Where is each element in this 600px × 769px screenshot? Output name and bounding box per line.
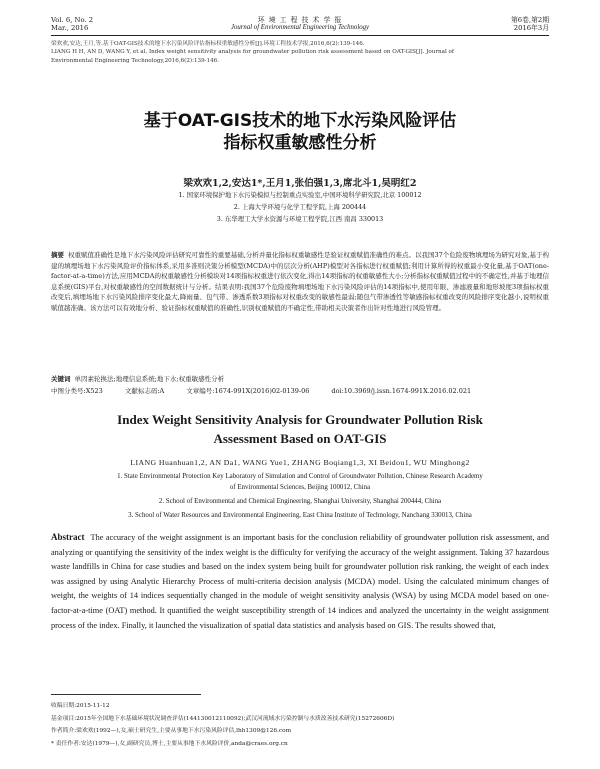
clc-number: 中图分类号:X523: [51, 387, 103, 395]
title-en-line1: Index Weight Sensitivity Analysis for Groundwater Pollution Risk: [117, 412, 483, 427]
footnotes: [51, 700, 551, 751]
journal-name-en: Journal of Environmental Engineering Technology: [230, 24, 370, 31]
affiliation-cn-2: 2. 上海大学环境与化学工程学院,上海 200444: [233, 203, 367, 211]
document-code: 文献标志码:A: [124, 387, 165, 395]
issue-date-cn: 2016年3月: [513, 24, 549, 32]
affiliation-en-3: 3. School of Water Resources and Environmental Engineering, East China Institute of Technology, Nanchang 330013, China: [128, 512, 472, 519]
issue-info: [400, 16, 549, 32]
citation-en-line2: Environmental Engineering Technology,2016,6(2):139-146.: [51, 57, 219, 64]
article-number: 文章编号:1674-991X(2016)02-0139-06: [186, 387, 310, 395]
issue-date-en: Mar., 2016: [51, 24, 89, 32]
title-en: [0, 410, 600, 448]
abstract-cn: [51, 250, 549, 314]
citation-block: [51, 40, 551, 65]
abstract-en-text: The accuracy of the weight assignment is an important basis for the conclusion reliability of groundwater pollution risk assessment, and analyzing or quantifying the sensitivity of the index weight is the difficulty for verifying the accuracy of the weight assignment. Taking 37 hazardous waste landfills in China for case studies and based on the index system being built for groundwater pollution risk ranking, the weight of each index was assigned by using Analytic Hierarchy Process of multi-criteria decision analysis (MCDA) model. Using the calculated minimum changes of weight, the weights of 14 indices sequentially changed in the module of weight sensitivity analysis (WSA) by using MCDA model based on one-factor-at-a-time (OAT) method. It quantified the weight susceptibility strength of 14 indices and analyzed the uncertainty in the weight assignment process of the index. Finally, it launched the visualization of spatial data statistics and analysis based on GIS. The results showed that,: [51, 533, 549, 630]
doi: doi:10.3969/j.issn.1674-991X.2016.02.021: [331, 387, 472, 395]
classification-row: [51, 387, 549, 396]
affiliation-en-1b: of Environmental Sciences, Beijing 100012, China: [229, 484, 371, 491]
title-cn-line2: 指标权重敏感性分析: [223, 133, 377, 153]
title-en-line2: Assessment Based on OAT-GIS: [213, 431, 387, 446]
title-cn-line1: 基于OAT-GIS技术的地下水污染风险评估: [143, 111, 457, 131]
footnote-received: 收稿日期:2015-11-12: [51, 703, 110, 709]
authors-en: LIANG Huanhuan1,2, AN Da1, WANG Yue1, ZHANG Boqiang1,3, XI Beidou1, WU Minghong2: [130, 458, 470, 467]
authors-cn: 梁欢欢1,2,安达1*,王月1,张伯强1,3,席北斗1,吴明红2: [183, 178, 417, 189]
journal-name-cn: 环 境 工 程 技 术 学 报: [257, 16, 343, 24]
keywords-cn-text: 单因素轮换法;地理信息系统;地下水;权重敏感性分析: [74, 375, 225, 383]
affiliation-en-2: 2. School of Environmental and Chemical Engineering, Shanghai University, Shanghai 200444, China: [158, 498, 442, 505]
citation-en-line1: LIANG H H, AN D, WANG Y, et al. Index weight sensitivity analysis for groundwater pollution risk assessment based on OAT-GIS[J]. Journal of: [51, 49, 454, 56]
footnote-corresponding: * 责任作者:安达(1979—),女,副研究员,博士,主要从事地下水风险评价,anda@craes.org.cn: [51, 741, 288, 748]
title-cn: [0, 110, 600, 154]
affiliation-cn-1: 1. 国家环境保护地下水污染模拟与控制重点实验室,中国环境科学研究院,北京 100012: [178, 191, 422, 199]
affiliation-cn-3: 3. 东华理工大学水资源与环境工程学院,江西 南昌 330013: [216, 215, 384, 223]
keywords-cn: [51, 375, 549, 384]
abstract-cn-text: 权重赋值准确性是地下水污染风险评估研究可靠性的重要基础,分析并量化指标权重敏感性是验证权重赋值准确性的难点。以我国37个危险废物填埋场为研究对象,基于构建的填埋场地下水污染风险评价指标体系,采用多准则决策分析模型(MCDA)中的层次分析(AHP)模型对各指标进行权重赋值;利用计算所得的权重最小变化量,基于OAT(one-factor-at-a-time)方法,应用MCDA的权重敏感性分析模块对14项指标权重进行依次变化,得出14项指标的权重敏感性大小;分析指标权重赋值过程中的不确定性,并基于地理信息系统(GIS)平台,对权重敏感性的空间数据统计与分析。结果表明:我国37个危险废物填埋场地下水污染风险评估的14项指标中,使用年限、渗滤液量和地形坡度3项指标权重改变后,填埋场地下水污染风险排序变化最大,降雨量、包气带、渗透系数3项指标对权重改变的敏感性最弱;随包气带渗透性等敏感指标权重改变的风险排序变化越小,说明权重赋值越准确。该方法可以有效地分析、验证指标权重赋值的准确性,识别权重赋值的不确定性,带助相关决策者作出针对性地进行风险管理。: [51, 251, 549, 312]
affiliations-en: [51, 471, 549, 521]
footnote-author-bio: 作者简介:梁欢欢(1992—),女,硕士研究生,主要从事地下水污染风险评估,lhh1309@126.com: [51, 728, 292, 735]
header-rule: [51, 35, 549, 36]
affiliations-cn: [0, 191, 600, 223]
footnote-rule: [51, 694, 201, 695]
abstract-cn-label: 摘要: [51, 251, 65, 259]
abstract-en-label: Abstract: [51, 532, 85, 542]
keywords-cn-label: 关键词: [51, 375, 71, 383]
issue-number-cn: 第6卷,第2期: [511, 16, 549, 24]
affiliation-en-1a: 1. State Environmental Protection Key Laboratory of Simulation and Control of Groundwater Pollution, Chinese Research Academy: [117, 473, 483, 480]
citation-cn: 梁欢欢,安达,王月,等.基于OAT-GIS技术的地下水污染风险评估指标权重敏感性分析[J].环境工程技术学报,2016,6(2):139-146.: [51, 41, 365, 47]
abstract-en: [51, 530, 549, 633]
volume-number: Vol. 6, No. 2: [51, 16, 94, 24]
volume-info: [51, 16, 93, 32]
footnote-funding: 基金项目:2015年全国地下水基础环境状况调查评估(144130012110092);武汉河流域水污染控制与水质改善技术研究(15272606D): [51, 715, 395, 722]
